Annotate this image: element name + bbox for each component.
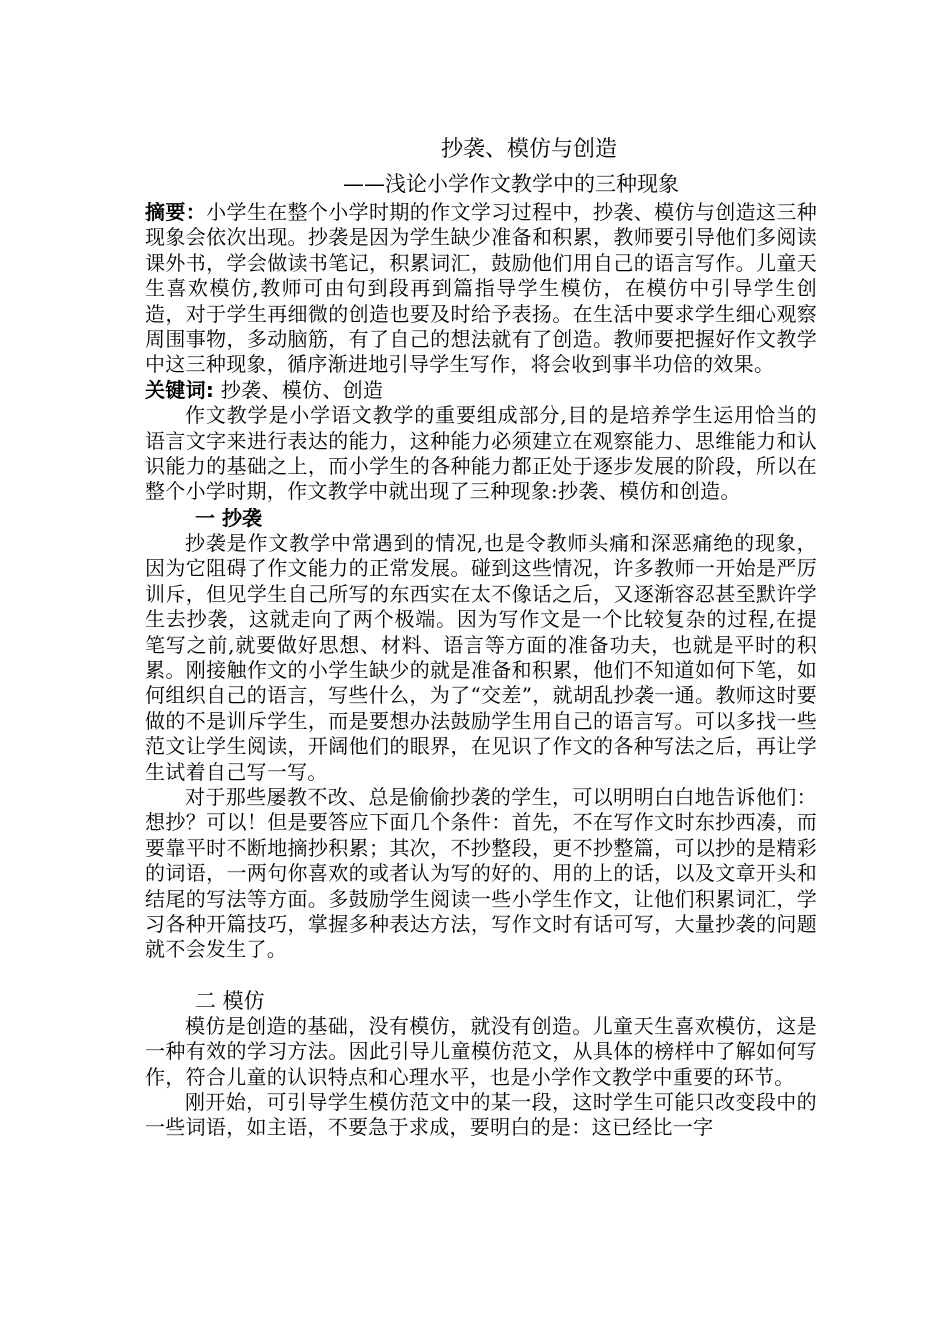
abstract-paragraph [145,200,817,378]
keywords-text: 抄袭、模仿、创造 [214,377,384,402]
abstract-text: 小学生在整个小学时期的作文学习过程中，抄袭、模仿与创造这三种现象会依次出现。抄袭是因为学生缺少准备和积累，教师要引导他们多阅读课外书，学会做读书笔记，积累词汇，鼓励他们用自己的语言写作。儿童天生喜欢模仿,教师可由句到段再到篇指导学生模仿，在模仿中引导学生创造，对于学生再细微的创造也要及时给予表扬。在生活中要求学生细心观察周围事物，多动脑筋，有了自己的想法就有了创造。教师要把握好作文教学中这三种现象，循序渐进地引导学生写作，将会收到事半功倍的效果。 [145,200,818,377]
section2-paragraph: 模仿是创造的基础，没有模仿，就没有创造。儿童天生喜欢模仿，这是一种有效的学习方法。因此引导儿童模仿范文，从具体的榜样中了解如何写作，符合儿童的认识特点和心理水平，也是小学作文教学中重要的环节。 [145,1013,817,1089]
document-title: 抄袭、模仿与创造 [441,137,618,162]
section-heading-plagiarism: 一 抄袭 [195,505,262,530]
keywords-paragraph [145,378,817,403]
section1-paragraph: 抄袭是作文教学中常遇到的情况,也是令教师头痛和深恶痛绝的现象，因为它阻碍了作文能力的正常发展。碰到这些情况，许多教师一开始是严厉训斥，但见学生自己所写的东西实在太不像话之后，又逐渐容忍甚至默许学生去抄袭，这就走向了两个极端。因为写作文是一个比较复杂的过程,在提笔写之前,就要做好思想、材料、语言等方面的准备功夫，也就是平时的积累。刚接触作文的小学生缺少的就是准备和积累，他们不知道如何下笔，如何组织自己的语言，写些什么，为了“交差”，就胡乱抄袭一通。教师这时要做的不是训斥学生，而是要想办法鼓励学生用自己的语言写。可以多找一些范文让学生阅读，开阔他们的眼界，在见识了作文的各种写法之后，再让学生试着自己写一写。 [145,530,817,784]
keywords-label: 关键词: [145,377,215,402]
document-subtitle: ——浅论小学作文教学中的三种现象 [343,172,679,196]
section-heading-imitation: 二 模仿 [195,988,265,1013]
abstract-label: 摘要： [145,200,207,224]
intro-paragraph: 作文教学是小学语文教学的重要组成部分,目的是培养学生运用恰当的语言文字来进行表达的能力，这种能力必须建立在观察能力、思维能力和认识能力的基础之上，而小学生的各种能力都正处于逐步发展的阶段，所以在整个小学时期，作文教学中就出现了三种现象:抄袭、模仿和创造。 [145,403,817,504]
section2-paragraph: 刚开始，可引导学生模仿范文中的某一段，这时学生可能只改变段中的一些词语，如主语，不要急于求成，要明白的是：这已经比一字 [145,1090,817,1140]
document-page [145,132,817,1141]
section1-paragraph: 对于那些屡教不改、总是偷偷抄袭的学生，可以明明白白地告诉他们：想抄？可以！但是要答应下面几个条件：首先，不在写作文时东抄西凑，而要靠平时不断地摘抄积累；其次，不抄整段，更不抄整篇，可以抄的是精彩的词语，一两句你喜欢的或者认为写的好的、用的上的话，以及文章开头和结尾的写法等方面。多鼓励学生阅读一些小学生作文，让他们积累词汇，学习各种开篇技巧，掌握多种表达方法，写作文时有话可写，大量抄袭的问题就不会发生了。 [145,784,817,962]
